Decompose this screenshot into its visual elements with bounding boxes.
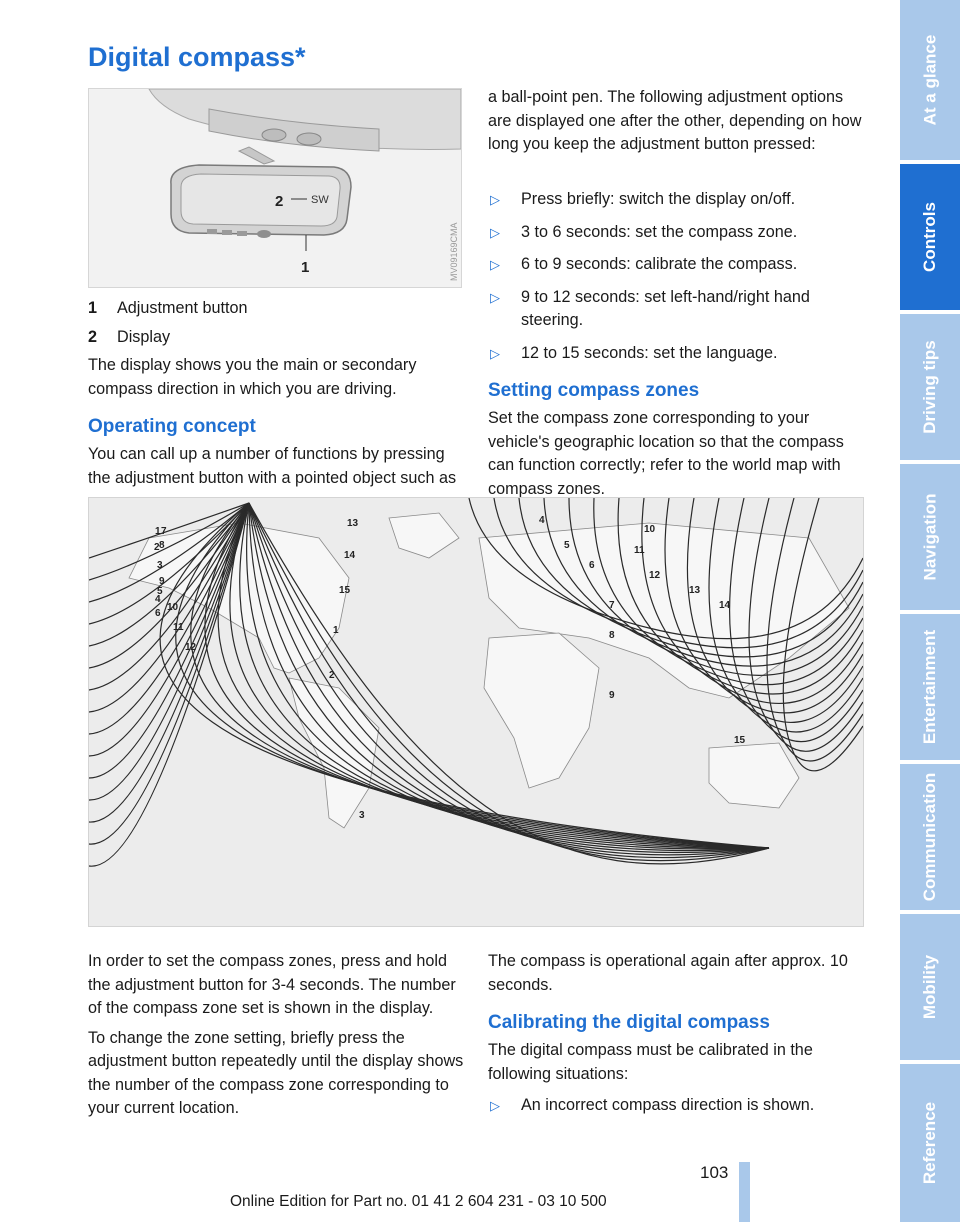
zone-label: 3 (359, 810, 365, 821)
list-item: ▷ An incorrect compass direction is shown. (488, 1094, 863, 1118)
list-item: ▷ 9 to 12 seconds: set left-hand/right hand steering. (488, 286, 863, 333)
page-number: 103 (700, 1163, 729, 1182)
legend-label: Adjustment button (117, 299, 248, 317)
zones-text: Set the compass zone corresponding to your vehicle's geographic location so that the compass can function correctly; refer to the world map with compass zones. (488, 409, 844, 498)
zone-label: 6 (589, 560, 595, 571)
right-column-top (488, 86, 863, 507)
zone-label: 1 (333, 625, 339, 636)
zones-instructions: In order to set the compass zones, press and hold the adjustment button for 3-4 seconds. The number of the compass zone set is shown in the display. (88, 952, 456, 1017)
tab-mobility[interactable]: Mobility (900, 914, 960, 1060)
calibrating-text: The digital compass must be calibrated in the following situations: (488, 1041, 813, 1083)
zone-label: 13 (347, 518, 359, 529)
zone-label: 8 (609, 630, 615, 641)
zone-label: 13 (689, 585, 701, 596)
page-title: Digital compass* (88, 42, 306, 72)
tab-entertainment[interactable]: Entertainment (900, 614, 960, 760)
zone-label: 15 (339, 585, 351, 596)
zone-label: 10 (644, 524, 656, 535)
tab-reference[interactable]: Reference (900, 1064, 960, 1222)
tab-controls[interactable]: Controls (900, 164, 960, 310)
zone-label: 14 (344, 550, 356, 561)
legend-num: 1 (88, 299, 98, 317)
zone-label: 3 (157, 560, 163, 571)
mirror-figure (88, 88, 462, 288)
zone-label: 1 (155, 526, 161, 537)
list-item: ▷ 12 to 15 seconds: set the language. (488, 342, 863, 366)
bullet-icon: ▷ (490, 192, 500, 207)
left-column-bottom (88, 950, 468, 1127)
zone-label: 7 (161, 526, 167, 537)
calibrating-heading: Calibrating the digital compass (488, 1012, 770, 1033)
zone-label: 15 (734, 735, 746, 746)
zone-label: 12 (185, 642, 197, 653)
bullet-icon: ▷ (490, 1098, 500, 1113)
zone-label: 5 (564, 540, 570, 551)
zone-label: 5 (157, 586, 163, 597)
callout-2: 2 (275, 193, 284, 210)
tab-communication[interactable]: Communication (900, 764, 960, 910)
zone-label: 11 (173, 622, 184, 633)
zone-label: 6 (155, 608, 161, 619)
map-illustration (89, 498, 863, 926)
operating-text-continued: a ball-point pen. The following adjustment options are displayed one after the other, depending on how long you keep the adjustment button pressed: (488, 88, 862, 153)
tab-navigation[interactable]: Navigation (900, 464, 960, 610)
zone-label: 14 (719, 600, 731, 611)
footer-text: Online Edition for Part no. 01 41 2 604 231 - 03 10 500 (230, 1193, 607, 1210)
operating-heading: Operating concept (88, 416, 256, 437)
operating-text: You can call up a number of functions by pressing the adjustment button with a pointed object such as (88, 445, 457, 487)
bullet-icon: ▷ (490, 257, 500, 272)
callout-1: 1 (301, 259, 310, 276)
list-item: ▷ Press briefly: switch the display on/off. (488, 188, 863, 212)
legend-item (88, 326, 468, 350)
section-tabs (900, 0, 960, 1222)
tab-at-a-glance[interactable]: At a glance (900, 0, 960, 160)
display-readout: SW (311, 194, 329, 206)
zone-label: 8 (159, 540, 165, 551)
mirror-illustration (89, 89, 461, 287)
page-marker (739, 1162, 750, 1222)
zone-label: 4 (539, 515, 545, 526)
zone-label: 9 (609, 690, 615, 701)
tab-driving-tips[interactable]: Driving tips (900, 314, 960, 460)
intro-text: The display shows you the main or secondary compass direction in which you are driving. (88, 356, 417, 398)
bullet-icon: ▷ (490, 224, 500, 240)
list-item: ▷ 6 to 9 seconds: calibrate the compass. (488, 253, 863, 277)
legend-num: 2 (88, 327, 98, 346)
zone-label: 9 (159, 576, 165, 587)
zone-label: 12 (649, 570, 661, 581)
zone-label: 7 (609, 600, 615, 611)
zone-label: 4 (155, 594, 161, 605)
legend-label: Display (117, 327, 171, 346)
zones-heading: Setting compass zones (488, 380, 700, 401)
zone-label: 2 (154, 542, 160, 553)
left-column-top (88, 297, 468, 496)
list-item: ▷ 3 to 6 seconds: set the compass zone. (488, 221, 863, 245)
operational-text: The compass is operational again after approx. 10 seconds. (488, 952, 848, 994)
zone-label: 2 (329, 670, 335, 681)
options-list (488, 188, 863, 365)
legend-item (88, 297, 468, 321)
bullet-icon: ▷ (490, 289, 500, 305)
compass-zone-map (88, 497, 864, 927)
zones-change-text: To change the zone setting, briefly press the adjustment button repeatedly until the display shows the number of the compass zone corresponding to your current location. (88, 1028, 464, 1117)
right-column-bottom (488, 950, 863, 1127)
figure-code: MV09169CMA (449, 222, 459, 281)
calibrating-list (488, 1094, 863, 1118)
zone-label: 10 (167, 602, 179, 613)
bullet-icon: ▷ (490, 345, 500, 361)
zone-label: 11 (634, 545, 645, 556)
